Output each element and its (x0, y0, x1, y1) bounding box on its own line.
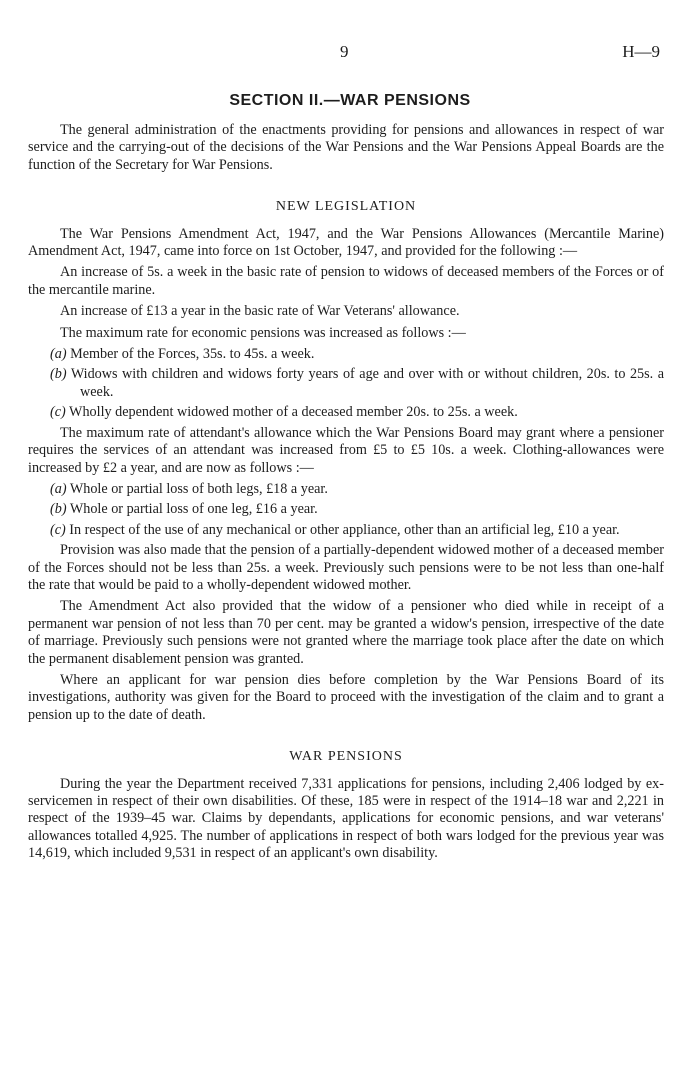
legislation-paragraph-6: Provision was also made that the pension of a partially-dependent widowed mother of a deceased member of the Forces should not be less than 25s. a week. Previously such pensions were to be not less than one-half the rate that would be paid to a wholly-dependent widowed mother. (28, 542, 664, 593)
item-text: Wholly dependent widowed mother of a deceased member 20s. to 25s. a week. (69, 404, 518, 421)
war-pensions-heading: WAR PENSIONS (289, 749, 403, 765)
legislation-paragraph-8: Where an applicant for war pension dies before completion by the War Pensions Board of its investigations, authority was given for the Board to proceed with the investigation of the claim and to grant a pension up to the date of death. (28, 671, 664, 723)
page-number: 9 (340, 42, 349, 61)
legislation-paragraph-2: An increase of 5s. a week in the basic rate of pension to widows of deceased members of the Forces or of the mercantile marine. (28, 264, 664, 298)
item-text: Whole or partial loss of one leg, £16 a year. (69, 501, 318, 518)
item-text: Whole or partial loss of both legs, £18 a year. (69, 480, 328, 497)
new-legislation-heading: NEW LEGISLATION (275, 199, 417, 215)
item-label: (c) (50, 404, 66, 421)
legislation-paragraph-4: The maximum rate for economic pensions was increased as follows :— (60, 324, 466, 341)
item-label: (a) (50, 480, 67, 497)
document-body (28, 122, 664, 867)
item-text: Widows with children and widows forty years of age and over with or without children, 20s. to 25s. a week. (70, 366, 665, 400)
legislation-paragraph-1: The War Pensions Amendment Act, 1947, and the War Pensions Allowances (Mercantile Marine) Amendment Act, 1947, came into force on 1st October, 1947, and provided for the following :— (28, 225, 664, 260)
item-text: In respect of the use of any mechanical or other appliance, other than an artificial leg, £10 a year. (69, 521, 620, 538)
clothing-item-b (28, 501, 664, 518)
economic-item-a (28, 346, 664, 363)
section-title: SECTION II.—WAR PENSIONS (229, 92, 471, 109)
item-label: (c) (50, 521, 66, 538)
economic-item-c (28, 404, 664, 421)
item-label: (b) (50, 501, 67, 518)
clothing-item-c (28, 522, 664, 539)
item-label: (a) (50, 346, 67, 363)
war-pensions-paragraph-1: During the year the Department received 7,331 applications for pensions, including 2,406 lodged by ex-servicemen in respect of their own disabilities. Of these, 185 were in respect of the 1914–18 war and 2,221 in respect of the 1939–45 war. Claims by dependants, applications for economic pensions, and war veterans' allowances totalled 4,925. The number of applications in respect of both wars lodged for the previous year was 14,619, which included 9,531 in respect of an applicant's own disability. (28, 775, 664, 862)
document-reference: H—9 (622, 42, 660, 61)
legislation-paragraph-5: The maximum rate of attendant's allowance which the War Pensions Board may grant where a pensioner requires the services of an attendant was increased from £5 to £5 10s. a week. Clothing-allowances were increased by £2 a year, and are now as follows :— (28, 424, 664, 476)
economic-item-b (28, 366, 664, 401)
item-text: Member of the Forces, 35s. to 45s. a week. (70, 346, 315, 363)
legislation-paragraph-3: An increase of £13 a year in the basic rate of War Veterans' allowance. (60, 303, 460, 320)
item-label: (b) (50, 366, 67, 383)
intro-paragraph: The general administration of the enactments providing for pensions and allowances in respect of war service and the carrying-out of the decisions of the War Pensions and the War Pensions Appeal Boards are the function of the Secretary for War Pensions. (28, 122, 664, 173)
legislation-paragraph-7: The Amendment Act also provided that the widow of a pensioner who died while in receipt of a permanent war pension of not less than 70 per cent. may be granted a widow's pension, irrespective of the date of marriage. Previously such pensions were not granted where the marriage took place after the date on which the permanent disablement pension was granted. (28, 598, 664, 667)
clothing-item-a (28, 481, 664, 498)
